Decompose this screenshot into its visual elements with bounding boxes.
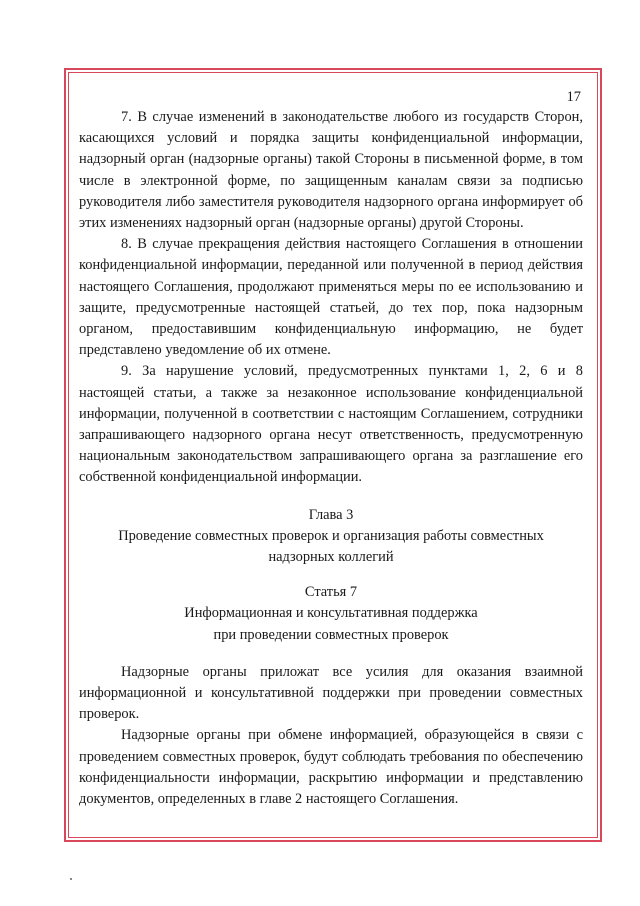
chapter-title-line1: Проведение совместных проверок и организация работы совместных <box>118 527 544 544</box>
paragraph-9: 9. За нарушение условий, предусмотренных пунктами 1, 2, 6 и 8 настоящей статьи, а также за незаконное использование конфиденциальной информации, полученной в соответствии с настоящим Соглашением, сотрудники запрашивающего надзорного органа несут ответственность, предусмотренную национальным законодательством запрашивающего органа за разглашение его собственной конфиденциальной информации. <box>79 363 583 486</box>
paragraph-7: 7. В случае изменений в законодательстве любого из государств Сторон, касающихся условий и порядка защиты конфиденциальной информации, надзорный орган (надзорные органы) такой Стороны в письменной форме, в том числе в электронной форме, по защищенным каналам связи за подписью руководителя либо заместителя руководителя надзорного органа информирует об этих изменениях надзорный орган (надзорные органы) другой Стороны. <box>79 109 583 232</box>
paragraph-8: 8. В случае прекращения действия настоящего Соглашения в отношении конфиденциальной информации, переданной или полученной в период действия настоящего Соглашения, продолжают применяться меры по ее использованию и защите, предусмотренные настоящей статьей, до тех пор, пока надзорным органом, предоставившим конфиденциальную информацию, не будет представлено уведомление об их отмене. <box>79 236 583 359</box>
page-number: 17 <box>566 89 581 105</box>
article-title-line1: Информационная и консультативная поддержка <box>184 605 478 622</box>
paragraph-confidentiality: Надзорные органы при обмене информацией, образующейся в связи с проведением совместных проверок, будут соблюдать требования по обеспечению конфиденциальности информации, раскрытию информации и представлению документов, определенных в главе 2 настоящего Соглашения. <box>79 727 583 808</box>
chapter-title-line2: надзорных коллегий <box>268 549 394 566</box>
spacer <box>79 646 583 662</box>
article-label: Статья 7 <box>304 584 358 601</box>
article-title-line2: при проведении совместных проверок <box>213 626 449 643</box>
spacer <box>79 568 583 582</box>
scan-speck <box>70 878 72 880</box>
document-body <box>79 88 583 810</box>
paragraph-support: Надзорные органы приложат все усилия для оказания взаимной информационной и консультативной поддержки при проведении совместных проверок. <box>79 663 583 723</box>
spacer <box>79 489 583 505</box>
chapter-label: Глава 3 <box>308 506 354 523</box>
